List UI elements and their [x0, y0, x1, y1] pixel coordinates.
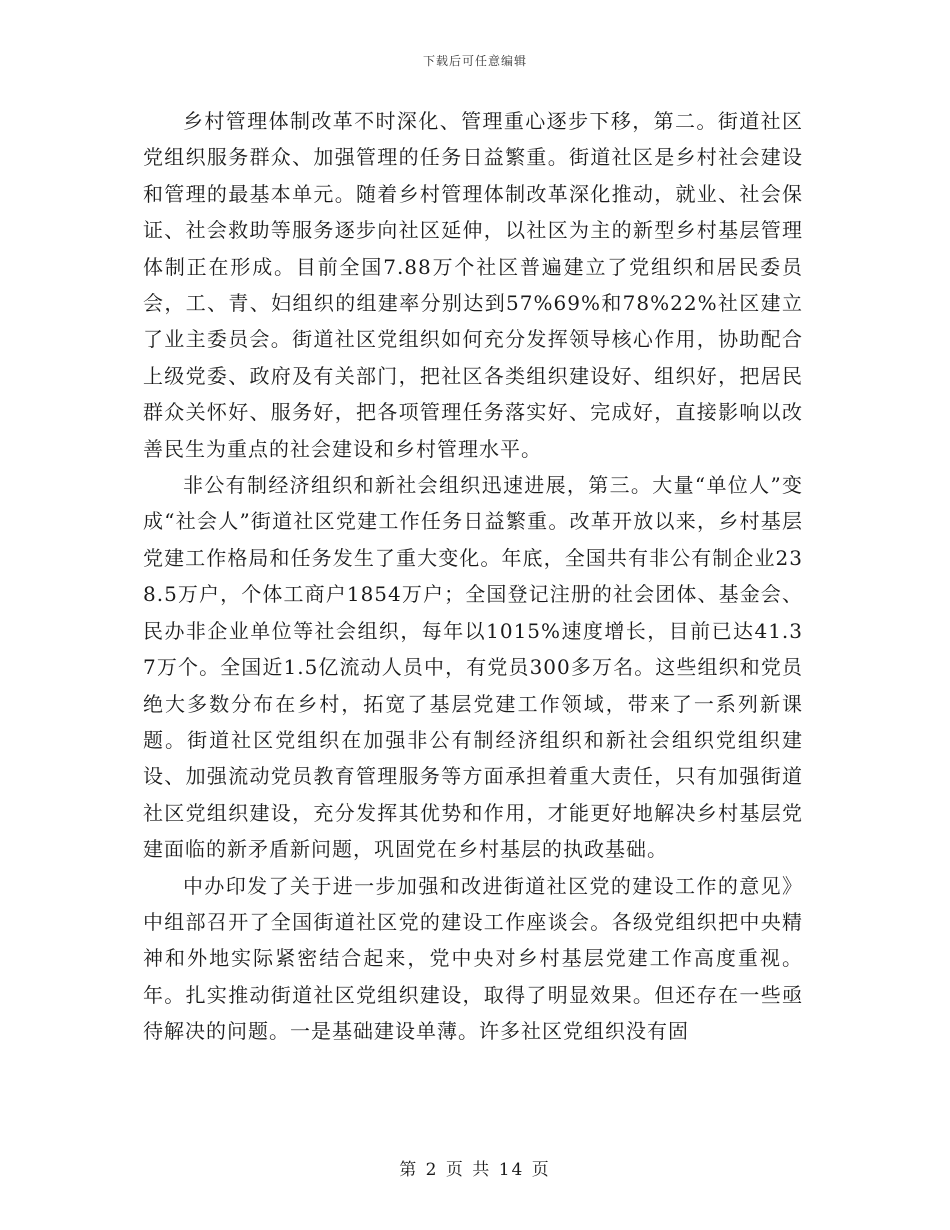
paragraph-3: 中办印发了关于进一步加强和改进街道社区党的建设工作的意见》中组部召开了全国街道社区党的建设工作座谈会。各级党组织把中央精神和外地实际紧密结合起来，党中央对乡村基层党建工作高度重视。年。扎实推动街道社区党组织建设，取得了明显效果。但还存在一些亟待解决的问题。一是基础建设单薄。许多社区党组织没有固	[143, 873, 803, 1044]
page-footer: 第 2 页 共 14 页	[399, 1160, 551, 1180]
paragraph-1: 乡村管理体制改革不时深化、管理重心逐步下移，第二。街道社区党组织服务群众、加强管理的任务日益繁重。街道社区是乡村社会建设和管理的最基本单元。随着乡村管理体制改革深化推动，就业、社会保证、社会救助等服务逐步向社区延伸，以社区为主的新型乡村基层管理体制正在形成。目前全国7.88万个社区普遍建立了党组织和居民委员会，工、青、妇组织的组建率分别达到57%69%和78%22%社区建立了业主委员会。街道社区党组织如何充分发挥领导核心作用，协助配合上级党委、政府及有关部门，把社区各类组织建设好、组织好，把居民群众关怀好、服务好，把各项管理任务落实好、完成好，直接影响以改善民生为重点的社会建设和乡村管理水平。	[143, 109, 803, 461]
page-header: 下载后可任意编辑	[422, 54, 527, 68]
paragraph-2: 非公有制经济组织和新社会组织迅速进展，第三。大量“单位人”变成“社会人”街道社区党建工作任务日益繁重。改革开放以来，乡村基层党建工作格局和任务发生了重大变化。年底，全国共有非公有制企业238.5万户，个体工商户1854万户；全国登记注册的社会团体、基金会、民办非企业单位等社会组织，每年以1015%速度增长，目前已达41.37万个。全国近1.5亿流动人员中，有党员300多万名。这些组织和党员绝大多数分布在乡村，拓宽了基层党建工作领域，带来了一系列新课题。街道社区党组织在加强非公有制经济组织和新社会组织党组织建设、加强流动党员教育管理服务等方面承担着重大责任，只有加强街道社区党组织建设，充分发挥其优势和作用，才能更好地解决乡村基层党建面临的新矛盾新问题，巩固党在乡村基层的执政基础。	[143, 473, 803, 862]
document-body	[143, 103, 803, 1050]
